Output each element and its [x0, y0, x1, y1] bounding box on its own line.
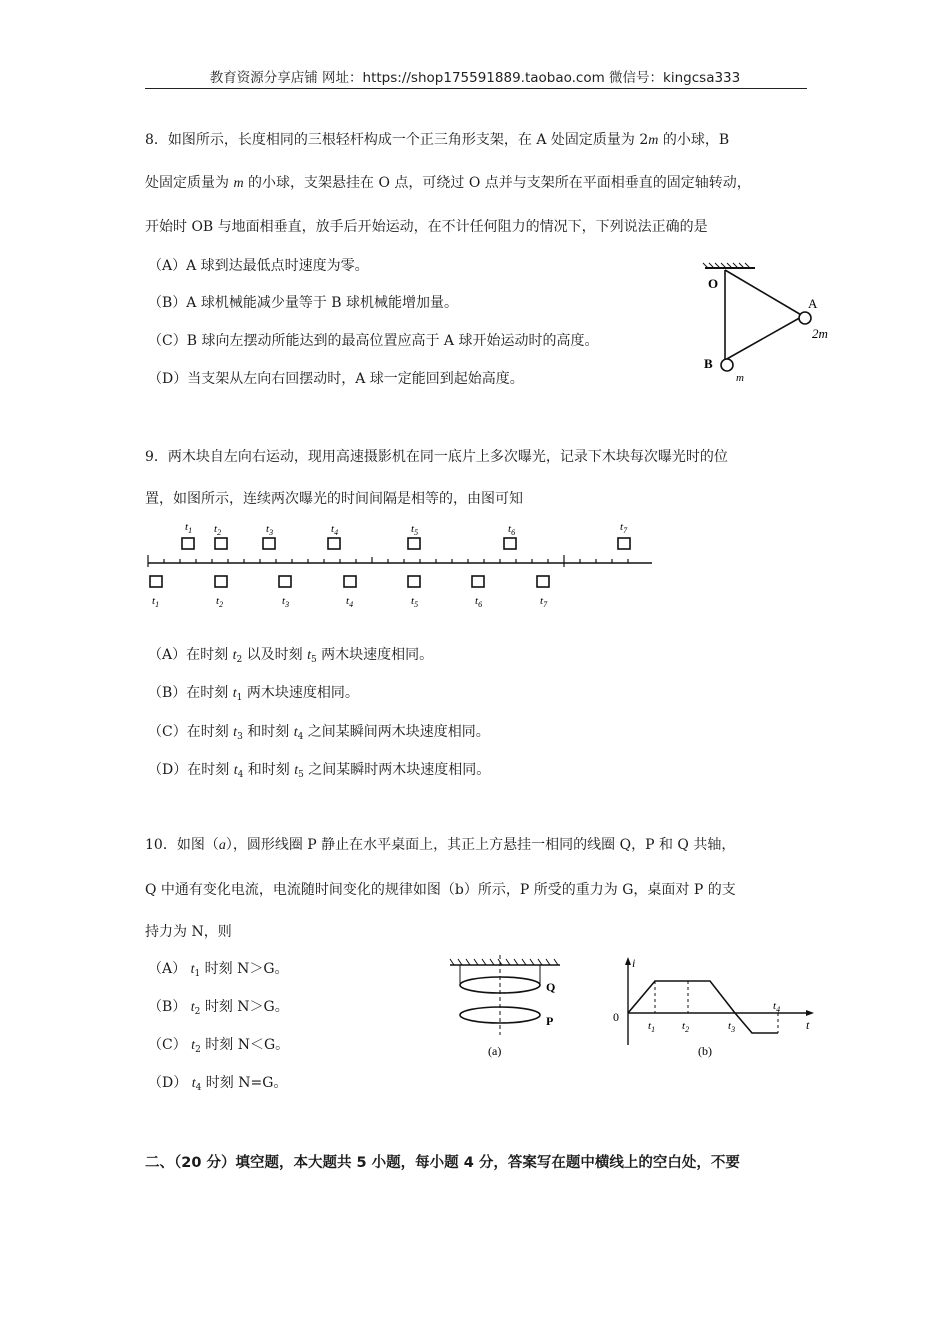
q9-option-c: （C）在时刻 $t_3$ 和时刻 $t_4$ 之间某瞬间两木块速度相同。 [148, 724, 490, 742]
bottom-block [344, 576, 356, 587]
q10-coils-figure [440, 955, 570, 1065]
label-2m: 2m [812, 326, 828, 341]
bottom-block [215, 576, 227, 587]
svg-text:t2: $t_2$ [682, 1020, 690, 1034]
q8-option-b: （B）A 球机械能减少量等于 B 球机械能增加量。 [148, 295, 459, 311]
label-o: O [708, 276, 719, 291]
top-label-t6: $t_6$ [508, 523, 516, 537]
q8-line2: 处固定质量为 m 的小球，支架悬挂在 O 点，可绕过 O 点并与支架所在平面相垂直的固定轴转动， [145, 175, 751, 191]
q10-option-d: （D） $t_4$ 时刻 N=G。 [148, 1075, 288, 1093]
top-block [215, 538, 227, 549]
q9-exposure-figure [140, 515, 660, 615]
q9-option-a: （A）在时刻 $t_2$ 以及时刻 $t_5$ 两木块速度相同。 [148, 647, 434, 665]
bottom-label-t4: $t_4$ [346, 595, 354, 609]
q10-option-b: （B） $t_2$ 时刻 N＞G。 [148, 999, 289, 1017]
origin: 0 [613, 1010, 619, 1024]
svg-text:t1: $t_1$ [648, 1020, 656, 1034]
caption-a: (a) [488, 1044, 502, 1058]
q10-line2: Q 中通有变化电流，电流随时间变化的规律如图（b）所示，P 所受的重力为 G，桌面对 P 的支 [145, 882, 736, 898]
caption-b: (b) [698, 1044, 712, 1058]
axis-t: t [806, 1018, 810, 1032]
bottom-label-t7: $t_7$ [540, 595, 548, 609]
page-header: 教育资源分享店铺 网址：https://shop175591889.taobao.com 微信号：kingcsa333 [209, 70, 741, 86]
label-a: A [808, 296, 818, 311]
q8-option-c: （C）B 球向左摆动所能达到的最高位置应高于 A 球开始运动时的高度。 [148, 333, 599, 349]
top-label-t3: $t_3$ [266, 523, 274, 537]
svg-text:t3: $t_3$ [728, 1020, 736, 1034]
q9-line2: 置，如图所示，连续两次曝光的时间间隔是相等的，由图可知 [145, 491, 523, 507]
bottom-label-t3: $t_3$ [282, 595, 290, 609]
q8-line3: 开始时 OB 与地面相垂直，放手后开始运动，在不计任何阻力的情况下，下列说法正确的是 [145, 219, 708, 235]
top-block [618, 538, 630, 549]
bottom-label-t2: $t_2$ [216, 595, 224, 609]
section2-heading: 二、（20 分）填空题，本大题共 5 小题，每小题 4 分，答案写在题中横线上的空白处，不要 [145, 1155, 740, 1171]
q9-option-b: （B）在时刻 $t_1$ 两木块速度相同。 [148, 685, 359, 703]
bottom-block [150, 576, 162, 587]
bottom-label-t6: $t_6$ [475, 595, 483, 609]
top-block [182, 538, 194, 549]
q10-option-a: （A） $t_1$ 时刻 N＞G。 [148, 961, 289, 979]
label-m: m [736, 372, 744, 384]
bottom-block [279, 576, 291, 587]
q10-current-graph [610, 955, 820, 1065]
axis-i: i [632, 956, 636, 970]
label-q: Q [546, 980, 556, 994]
top-block [408, 538, 420, 549]
top-block [263, 538, 275, 549]
q9-option-d: （D）在时刻 $t_4$ 和时刻 $t_5$ 之间某瞬时两木块速度相同。 [148, 762, 491, 780]
bottom-label-t1: $t_1$ [152, 595, 160, 609]
top-label-t4: $t_4$ [331, 523, 339, 537]
q9-line1: 9．两木块自左向右运动，现用高速摄影机在同一底片上多次曝光，记录下木块每次曝光时的位 [145, 449, 728, 465]
top-label-t2: $t_2$ [214, 523, 222, 537]
q10-line3: 持力为 N，则 [145, 924, 232, 940]
q8-option-a: （A）A 球到达最低点时速度为零。 [148, 258, 369, 274]
q10-option-c: （C） $t_2$ 时刻 N＜G。 [148, 1037, 290, 1055]
q8-option-d: （D）当支架从左向右回摆动时，A 球一定能回到起始高度。 [148, 371, 524, 387]
bottom-block [472, 576, 484, 587]
header-rule [145, 88, 807, 89]
q8-line1: 8．如图所示，长度相同的三根轻杆构成一个正三角形支架，在 A 处固定质量为 2m 的小球，B [145, 132, 730, 148]
bottom-label-t5: $t_5$ [411, 595, 419, 609]
label-p: P [546, 1014, 554, 1028]
top-label-t5: $t_5$ [411, 523, 419, 537]
top-block [328, 538, 340, 549]
q8-triangle-figure [690, 258, 840, 388]
bottom-block [537, 576, 549, 587]
top-block [504, 538, 516, 549]
bottom-block [408, 576, 420, 587]
top-label-t7: $t_7$ [620, 521, 628, 535]
label-b: B [704, 356, 713, 371]
q10-line1: 10．如图（a），圆形线圈 P 静止在水平桌面上，其正上方悬挂一相同的线圈 Q，P 和 Q 共轴， [145, 837, 736, 853]
svg-text:t4: $t_4$ [773, 1000, 781, 1014]
top-label-t1: $t_1$ [185, 521, 193, 535]
